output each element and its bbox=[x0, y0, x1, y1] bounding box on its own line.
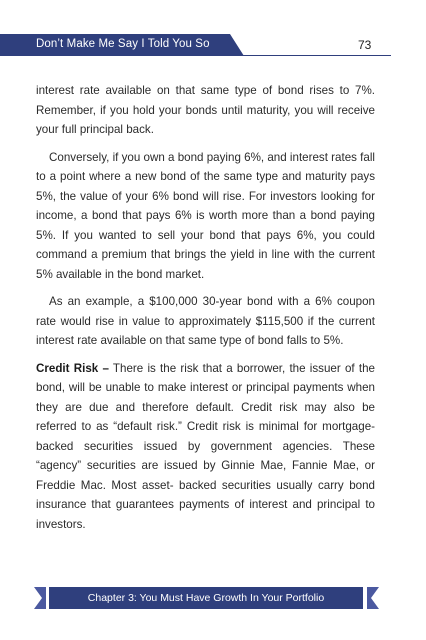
paragraph-3: As an example, a $100,000 30-year bond with a 6% coupon rate would rise in value to approximately $115,500 if the current interest rate available on that same type of bond falls to 5%. bbox=[36, 295, 375, 347]
footer-left-tab bbox=[34, 587, 46, 609]
page-header bbox=[0, 34, 426, 56]
page-number: 73 bbox=[358, 38, 372, 52]
page-footer bbox=[0, 587, 426, 609]
body-text bbox=[36, 81, 375, 540]
paragraph-2: Conversely, if you own a bond paying 6%, and interest rates fall to a point where a new bond of the same type and maturity pays 5%, the value of your 6% bond will rise. For investors looking for income, a bond that pays 6% is worth more than a bond paying 5%. If you wanted to sell your bond that pays 6%, you could command a premium that brings the yield in line with the current 5% available in the bond market. bbox=[36, 150, 375, 281]
running-title: Don’t Make Me Say I Told You So bbox=[36, 38, 210, 50]
footer-right-tab bbox=[367, 587, 379, 609]
header-rule bbox=[236, 55, 391, 56]
paragraph-credit-risk bbox=[36, 359, 375, 535]
paragraph-1: interest rate available on that same type of bond rises to 7%. Remember, if you hold your bonds until maturity, you will receive your full principal back. bbox=[36, 84, 375, 136]
credit-risk-text: There is the risk that a borrower, the issuer of the bond, will be unable to make interest or principal payments when they are due and therefore default. Credit risk may also be referred to as “default risk.” Credit risk is minimal for mortgage-backed securities issued by government agencies. These “agency” securities are issued by Ginnie Mae, Fannie Mae, or Freddie Mac. Most asset- backed securities usually carry bond insurance that guarantees payments of interest and principal to investors. bbox=[36, 361, 375, 531]
credit-risk-term: Credit Risk – bbox=[36, 361, 109, 375]
chapter-title: Chapter 3: You Must Have Growth In Your Portfolio bbox=[87, 592, 325, 604]
